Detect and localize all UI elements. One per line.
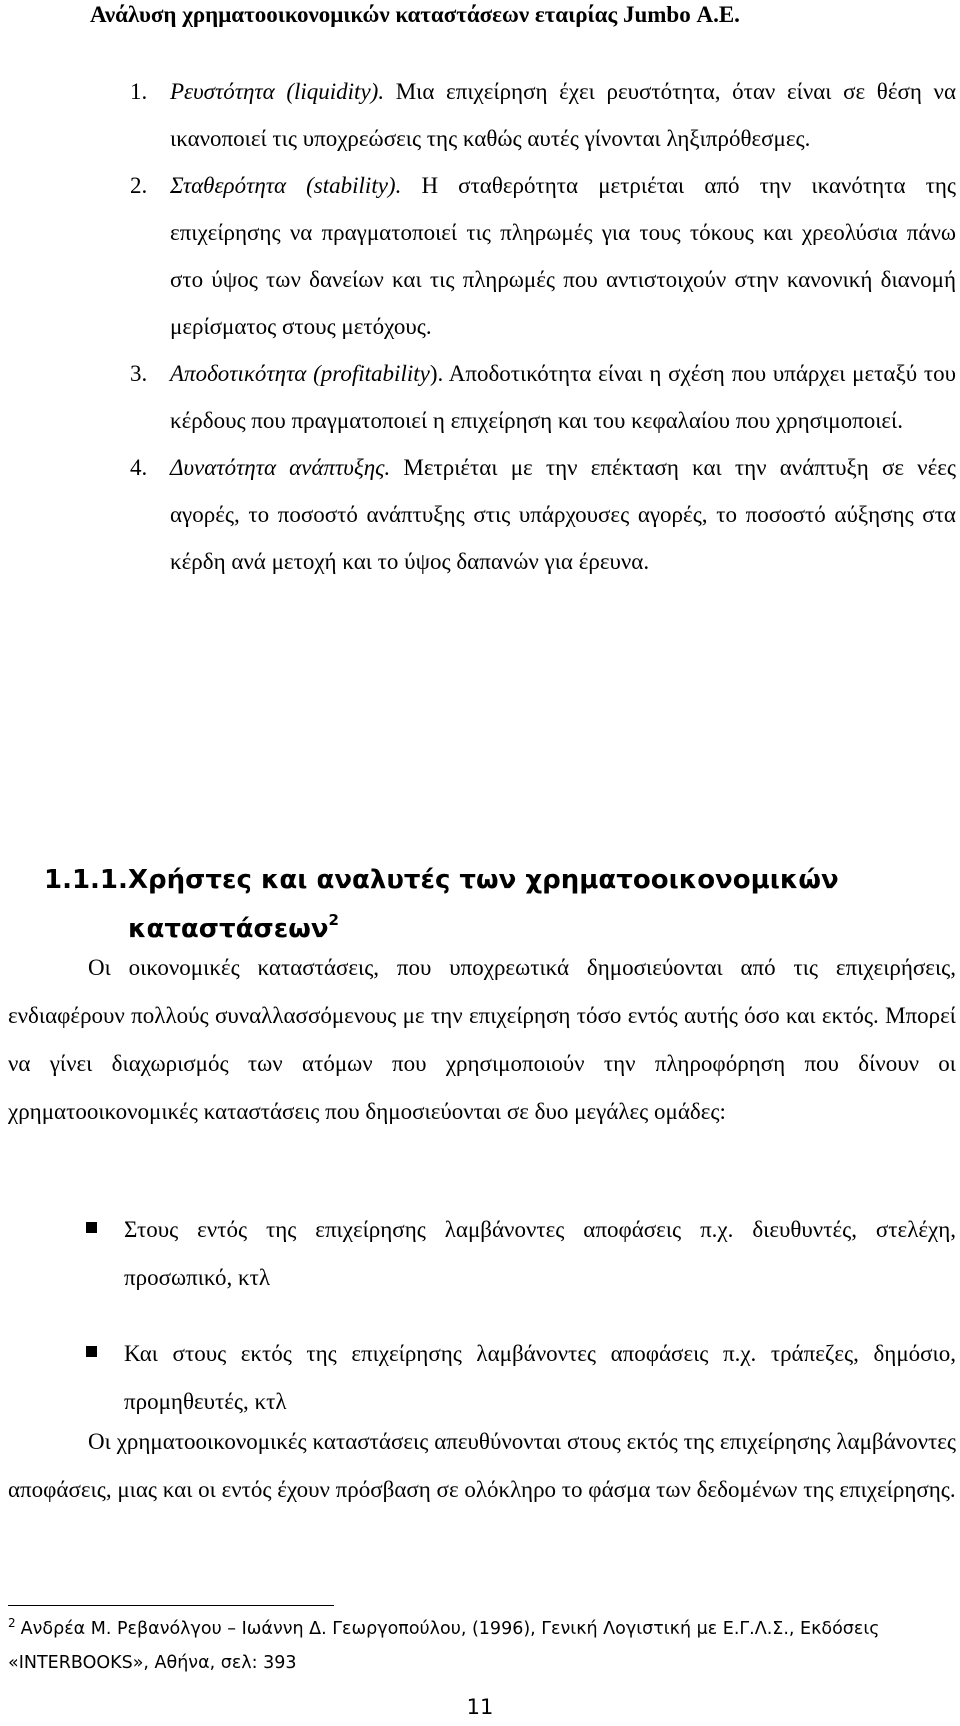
bullet-text: Στους εντός της επιχείρησης λαμβάνοντες αποφάσεις π.χ. διευθυντές, στελέχη, προσωπικό, κτλ [124, 1217, 956, 1290]
list-item-number: 1. [130, 79, 148, 104]
list-item [130, 68, 956, 162]
list-item-number: 3. [130, 361, 148, 386]
footnote-text: Ανδρέα Μ. Ρεβανόλγου – Ιωάννη Δ. Γεωργοπούλου, (1996), Γενική Λογιστική με Ε.Γ.Λ.Σ., Εκδόσεις «INTERBOOKS», Αθήνα, σελ: 393 [8, 1619, 880, 1673]
footnote [8, 1606, 956, 1680]
list-item-text: Η σταθερότητα μετριέται από την ικανότητα της επιχείρησης να πραγματοποιεί τις πληρωμές για τους τόκους και χρεολύσια πάνω στο ύψος των δανείων και τις πληρωμές που αντιστοιχούν στην κανονική διανομή μερίσματος στους μετόχους. [170, 173, 956, 339]
bullet-item [84, 1330, 956, 1426]
list-item-term: Αποδοτικότητα (profitability [170, 361, 430, 386]
list-item-term: Δυνατότητα ανάπτυξης. [170, 455, 391, 480]
numbered-list [130, 68, 956, 585]
footnote-number: 2 [8, 1616, 16, 1630]
paragraph-external-users [8, 1418, 956, 1514]
page-number: 11 [466, 1695, 494, 1719]
list-item [130, 444, 956, 585]
paragraph-users [8, 944, 956, 1136]
list-item-term: Ρευστότητα (liquidity). [170, 79, 385, 104]
bullet-list [84, 1206, 956, 1454]
list-item-text: ). Αποδοτικότητα είναι η σχέση που υπάρχει μεταξύ του κέρδους που πραγματοποιεί η επιχείρηση και του κεφαλαίου που χρησιμοποιεί. [170, 361, 956, 433]
list-item [130, 162, 956, 350]
bullet-item [84, 1206, 956, 1302]
square-bullet-icon [86, 1346, 97, 1357]
paragraph-text: Οι οικονομικές καταστάσεις, που υποχρεωτικά δημοσιεύονται από τις επιχειρήσεις, ενδιαφέρουν πολλούς συναλλασσόμενους με την επιχείρηση τόσο εντός αυτής όσο και εκτός. Μπορεί να γίνει διαχωρισμός των ατόμων που χρησιμοποιούν την πληροφόρηση που δίνουν οι χρηματοοικονομικές καταστάσεις που δημοσιεύονται σε δυο μεγάλες ομάδες: [8, 955, 956, 1124]
list-item [130, 350, 956, 444]
list-item-text: Μια επιχείρηση έχει ρευστότητα, όταν είναι σε θέση να ικανοποιεί τις υποχρεώσεις της καθώς αυτές γίνονται ληξιπρόθεσμες. [170, 79, 957, 151]
section-number: 1.1.1. [44, 865, 128, 895]
footnote-reference[interactable]: 2 [328, 911, 339, 929]
section-title-line1: Χρήστες και αναλυτές των χρηματοοικονομικών [128, 865, 839, 895]
section-title-line2: καταστάσεων [128, 914, 329, 944]
list-item-text: Μετριέται με την επέκταση και την ανάπτυξη σε νέες αγορές, το ποσοστό ανάπτυξης στις υπάρχουσες αγορές, το ποσοστό αύξησης στα κέρδη ανά μετοχή και το ύψος δαπανών για έρευνα. [170, 455, 956, 574]
page-header: Ανάλυση χρηματοοικονομικών καταστάσεων εταιρίας Jumbo Α.Ε. [90, 2, 740, 27]
square-bullet-icon [86, 1222, 97, 1233]
paragraph-text: Οι χρηματοοικονομικές καταστάσεις απευθύνονται στους εκτός της επιχείρησης λαμβάνοντες αποφάσεις, μιας και οι εντός έχουν πρόσβαση σε ολόκληρο το φάσμα των δεδομένων της επιχείρησης. [8, 1429, 956, 1502]
list-item-number: 4. [130, 455, 148, 480]
section-heading [44, 860, 839, 949]
bullet-text: Και στους εκτός της επιχείρησης λαμβάνοντες αποφάσεις π.χ. τράπεζες, δημόσιο, προμηθευτές, κτλ [124, 1341, 956, 1414]
list-item-number: 2. [130, 173, 148, 198]
list-item-term: Σταθερότητα (stability). [170, 173, 402, 198]
